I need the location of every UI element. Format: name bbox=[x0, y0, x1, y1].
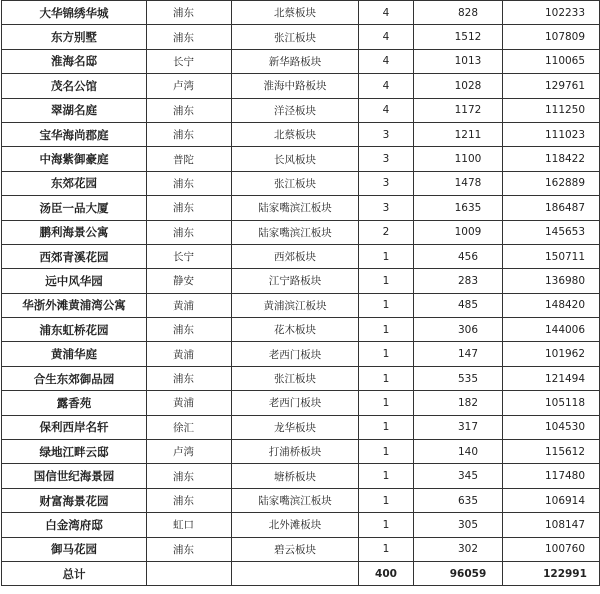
district-cell: 徐汇 bbox=[147, 415, 232, 439]
table-row bbox=[2, 464, 600, 488]
area-cell: 1100 bbox=[414, 147, 503, 171]
units-cell: 3 bbox=[359, 147, 414, 171]
table-row bbox=[2, 513, 600, 537]
price-cell: 108147 bbox=[503, 513, 600, 537]
project-name-cell: 东方别墅 bbox=[2, 25, 147, 49]
table-row bbox=[2, 415, 600, 439]
area-cell: 1635 bbox=[414, 196, 503, 220]
project-name-cell: 保利西岸名轩 bbox=[2, 415, 147, 439]
project-name-cell: 东郊花园 bbox=[2, 171, 147, 195]
area-cell: 828 bbox=[414, 1, 503, 25]
table-row bbox=[2, 98, 600, 122]
project-name-cell: 远中风华园 bbox=[2, 269, 147, 293]
total-units-cell: 400 bbox=[359, 561, 414, 585]
block-cell: 淮海中路板块 bbox=[232, 74, 359, 98]
area-cell: 147 bbox=[414, 342, 503, 366]
area-cell: 140 bbox=[414, 440, 503, 464]
block-cell: 黄浦滨江板块 bbox=[232, 293, 359, 317]
table-row bbox=[2, 244, 600, 268]
block-cell: 张江板块 bbox=[232, 25, 359, 49]
district-cell: 浦东 bbox=[147, 196, 232, 220]
block-cell: 老西门板块 bbox=[232, 342, 359, 366]
price-cell: 118422 bbox=[503, 147, 600, 171]
district-cell: 浦东 bbox=[147, 171, 232, 195]
price-cell: 150711 bbox=[503, 244, 600, 268]
district-cell: 浦东 bbox=[147, 98, 232, 122]
area-cell: 635 bbox=[414, 488, 503, 512]
units-cell: 1 bbox=[359, 342, 414, 366]
price-cell: 111023 bbox=[503, 122, 600, 146]
district-cell: 长宁 bbox=[147, 49, 232, 73]
block-cell: 洋泾板块 bbox=[232, 98, 359, 122]
units-cell: 4 bbox=[359, 25, 414, 49]
units-cell: 1 bbox=[359, 537, 414, 561]
project-name-cell: 汤臣一品大厦 bbox=[2, 196, 147, 220]
project-name-cell: 西郊青溪花园 bbox=[2, 244, 147, 268]
table-row bbox=[2, 1, 600, 25]
units-cell: 4 bbox=[359, 98, 414, 122]
table-row bbox=[2, 147, 600, 171]
price-cell: 121494 bbox=[503, 366, 600, 390]
price-cell: 162889 bbox=[503, 171, 600, 195]
project-name-cell: 华浙外滩黄浦湾公寓 bbox=[2, 293, 147, 317]
table-row bbox=[2, 74, 600, 98]
district-cell: 虹口 bbox=[147, 513, 232, 537]
table-row bbox=[2, 171, 600, 195]
district-cell: 浦东 bbox=[147, 220, 232, 244]
units-cell: 2 bbox=[359, 220, 414, 244]
area-cell: 1172 bbox=[414, 98, 503, 122]
area-cell: 1211 bbox=[414, 122, 503, 146]
district-cell: 浦东 bbox=[147, 366, 232, 390]
price-cell: 186487 bbox=[503, 196, 600, 220]
price-cell: 111250 bbox=[503, 98, 600, 122]
project-name-cell: 翠湖名庭 bbox=[2, 98, 147, 122]
price-cell: 101962 bbox=[503, 342, 600, 366]
area-cell: 302 bbox=[414, 537, 503, 561]
table-row bbox=[2, 122, 600, 146]
district-cell: 浦东 bbox=[147, 488, 232, 512]
project-name-cell: 鹏利海景公寓 bbox=[2, 220, 147, 244]
area-cell: 1512 bbox=[414, 25, 503, 49]
price-cell: 144006 bbox=[503, 318, 600, 342]
project-name-cell: 浦东虹桥花园 bbox=[2, 318, 147, 342]
table-row bbox=[2, 49, 600, 73]
total-price-cell: 122991 bbox=[503, 561, 600, 585]
block-cell: 西郊板块 bbox=[232, 244, 359, 268]
units-cell: 1 bbox=[359, 415, 414, 439]
area-cell: 305 bbox=[414, 513, 503, 537]
block-cell: 陆家嘴滨江板块 bbox=[232, 220, 359, 244]
total-label-cell: 总计 bbox=[2, 561, 147, 585]
units-cell: 4 bbox=[359, 74, 414, 98]
district-cell: 卢湾 bbox=[147, 74, 232, 98]
block-cell: 长风板块 bbox=[232, 147, 359, 171]
area-cell: 456 bbox=[414, 244, 503, 268]
block-cell: 花木板块 bbox=[232, 318, 359, 342]
block-cell: 北蔡板块 bbox=[232, 122, 359, 146]
area-cell: 1009 bbox=[414, 220, 503, 244]
units-cell: 1 bbox=[359, 293, 414, 317]
district-cell: 浦东 bbox=[147, 1, 232, 25]
table-row bbox=[2, 537, 600, 561]
project-name-cell: 白金湾府邸 bbox=[2, 513, 147, 537]
units-cell: 3 bbox=[359, 171, 414, 195]
district-cell: 浦东 bbox=[147, 25, 232, 49]
units-cell: 1 bbox=[359, 269, 414, 293]
area-cell: 1013 bbox=[414, 49, 503, 73]
price-cell: 136980 bbox=[503, 269, 600, 293]
district-cell: 浦东 bbox=[147, 537, 232, 561]
project-name-cell: 御马花园 bbox=[2, 537, 147, 561]
table-row bbox=[2, 196, 600, 220]
block-cell: 张江板块 bbox=[232, 366, 359, 390]
units-cell: 1 bbox=[359, 513, 414, 537]
total-empty-cell bbox=[147, 561, 232, 585]
price-cell: 115612 bbox=[503, 440, 600, 464]
price-cell: 129761 bbox=[503, 74, 600, 98]
table-row bbox=[2, 318, 600, 342]
area-cell: 1478 bbox=[414, 171, 503, 195]
table-body bbox=[2, 1, 600, 586]
table-row bbox=[2, 488, 600, 512]
units-cell: 4 bbox=[359, 1, 414, 25]
table-row bbox=[2, 269, 600, 293]
total-area-cell: 96059 bbox=[414, 561, 503, 585]
district-cell: 黄浦 bbox=[147, 391, 232, 415]
district-cell: 卢湾 bbox=[147, 440, 232, 464]
block-cell: 陆家嘴滨江板块 bbox=[232, 196, 359, 220]
area-cell: 182 bbox=[414, 391, 503, 415]
area-cell: 317 bbox=[414, 415, 503, 439]
area-cell: 1028 bbox=[414, 74, 503, 98]
units-cell: 1 bbox=[359, 440, 414, 464]
price-cell: 100760 bbox=[503, 537, 600, 561]
block-cell: 新华路板块 bbox=[232, 49, 359, 73]
block-cell: 龙华板块 bbox=[232, 415, 359, 439]
district-cell: 长宁 bbox=[147, 244, 232, 268]
project-name-cell: 大华锦绣华城 bbox=[2, 1, 147, 25]
project-name-cell: 国信世纪海景园 bbox=[2, 464, 147, 488]
units-cell: 1 bbox=[359, 318, 414, 342]
district-cell: 黄浦 bbox=[147, 342, 232, 366]
area-cell: 306 bbox=[414, 318, 503, 342]
price-cell: 104530 bbox=[503, 415, 600, 439]
project-name-cell: 黄浦华庭 bbox=[2, 342, 147, 366]
price-cell: 110065 bbox=[503, 49, 600, 73]
table-row bbox=[2, 293, 600, 317]
project-name-cell: 中海紫御豪庭 bbox=[2, 147, 147, 171]
price-cell: 107809 bbox=[503, 25, 600, 49]
block-cell: 江宁路板块 bbox=[232, 269, 359, 293]
district-cell: 普陀 bbox=[147, 147, 232, 171]
project-name-cell: 淮海名邸 bbox=[2, 49, 147, 73]
block-cell: 碧云板块 bbox=[232, 537, 359, 561]
units-cell: 1 bbox=[359, 391, 414, 415]
block-cell: 北蔡板块 bbox=[232, 1, 359, 25]
block-cell: 老西门板块 bbox=[232, 391, 359, 415]
table-row bbox=[2, 391, 600, 415]
block-cell: 北外滩板块 bbox=[232, 513, 359, 537]
area-cell: 535 bbox=[414, 366, 503, 390]
table-row bbox=[2, 440, 600, 464]
price-cell: 145653 bbox=[503, 220, 600, 244]
district-cell: 黄浦 bbox=[147, 293, 232, 317]
total-empty-cell bbox=[232, 561, 359, 585]
units-cell: 3 bbox=[359, 122, 414, 146]
project-name-cell: 合生东郊御品园 bbox=[2, 366, 147, 390]
project-name-cell: 财富海景花园 bbox=[2, 488, 147, 512]
table-row bbox=[2, 25, 600, 49]
sales-table bbox=[1, 0, 600, 586]
project-name-cell: 宝华海尚郡庭 bbox=[2, 122, 147, 146]
units-cell: 3 bbox=[359, 196, 414, 220]
block-cell: 陆家嘴滨江板块 bbox=[232, 488, 359, 512]
area-cell: 345 bbox=[414, 464, 503, 488]
units-cell: 1 bbox=[359, 488, 414, 512]
table-row bbox=[2, 366, 600, 390]
price-cell: 105118 bbox=[503, 391, 600, 415]
block-cell: 塘桥板块 bbox=[232, 464, 359, 488]
total-row bbox=[2, 561, 600, 585]
block-cell: 打浦桥板块 bbox=[232, 440, 359, 464]
area-cell: 283 bbox=[414, 269, 503, 293]
table-row bbox=[2, 220, 600, 244]
project-name-cell: 绿地江畔云邸 bbox=[2, 440, 147, 464]
project-name-cell: 茂名公馆 bbox=[2, 74, 147, 98]
district-cell: 浦东 bbox=[147, 318, 232, 342]
price-cell: 102233 bbox=[503, 1, 600, 25]
price-cell: 117480 bbox=[503, 464, 600, 488]
district-cell: 浦东 bbox=[147, 122, 232, 146]
district-cell: 静安 bbox=[147, 269, 232, 293]
table-row bbox=[2, 342, 600, 366]
price-cell: 106914 bbox=[503, 488, 600, 512]
price-cell: 148420 bbox=[503, 293, 600, 317]
units-cell: 1 bbox=[359, 244, 414, 268]
block-cell: 张江板块 bbox=[232, 171, 359, 195]
district-cell: 浦东 bbox=[147, 464, 232, 488]
units-cell: 1 bbox=[359, 464, 414, 488]
units-cell: 4 bbox=[359, 49, 414, 73]
project-name-cell: 露香苑 bbox=[2, 391, 147, 415]
units-cell: 1 bbox=[359, 366, 414, 390]
area-cell: 485 bbox=[414, 293, 503, 317]
